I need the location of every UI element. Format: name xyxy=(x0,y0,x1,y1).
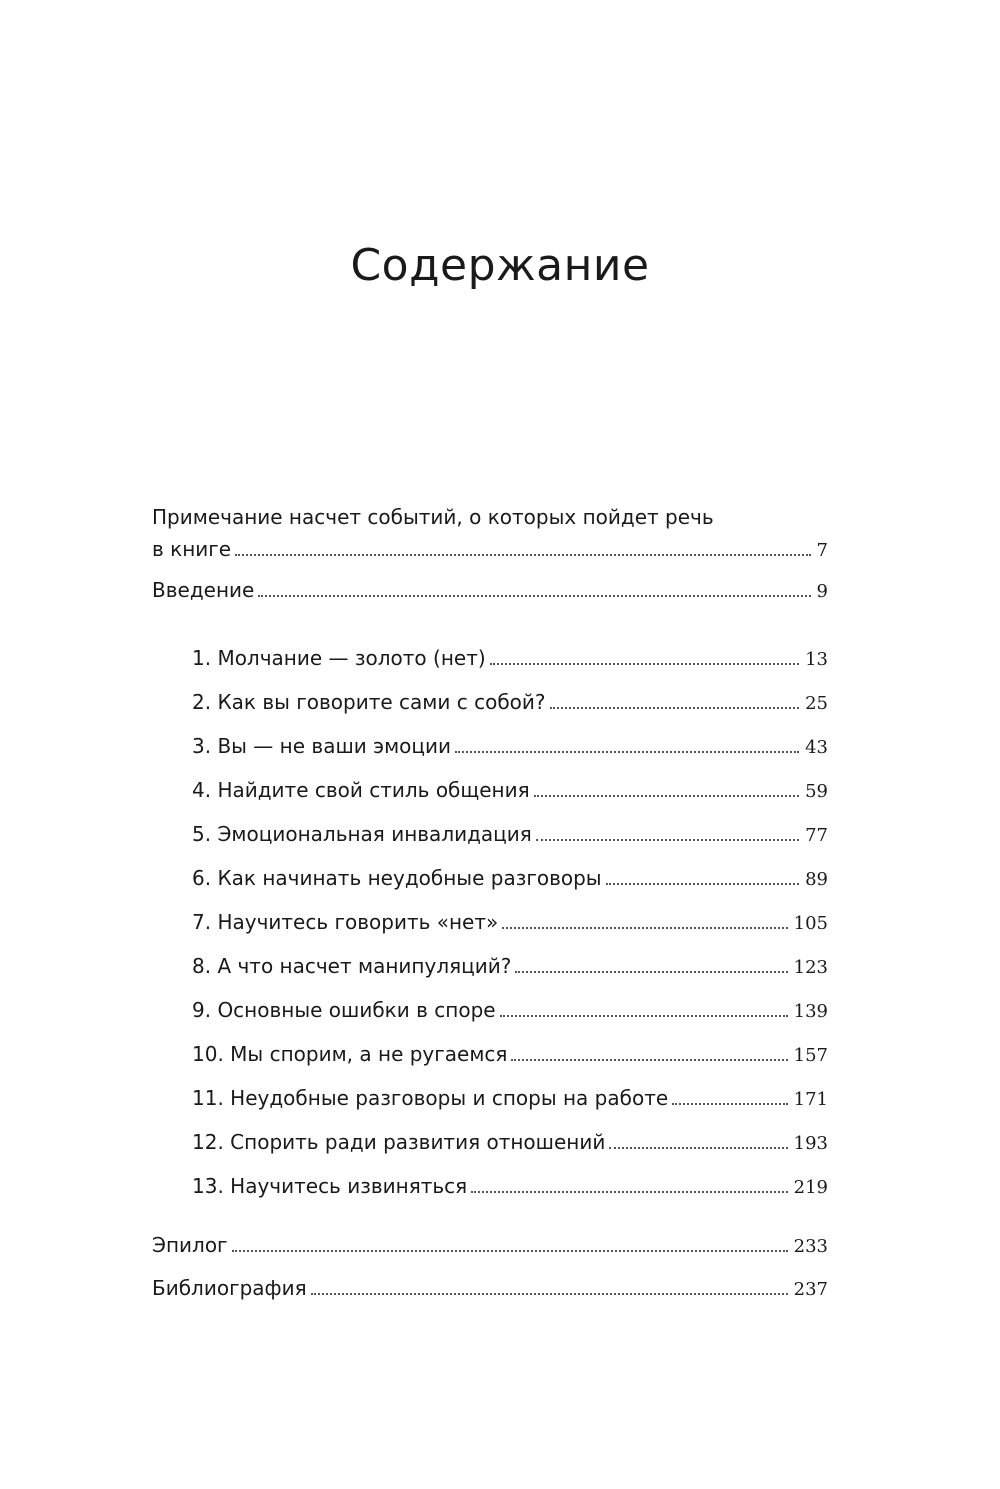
toc-page-number: 193 xyxy=(793,1133,828,1154)
toc-entry-introduction[interactable] xyxy=(152,578,828,602)
dot-leader xyxy=(515,970,787,973)
toc-entry-note-line1[interactable]: Примечание насчет событий, о которых пойдет речь xyxy=(152,505,714,529)
toc-entry-label: 4. Найдите свой стиль общения xyxy=(192,778,530,802)
toc-page-number: 43 xyxy=(805,737,828,758)
toc-entry-label: Введение xyxy=(152,578,255,602)
dot-leader xyxy=(455,750,799,753)
toc-entry-note[interactable] xyxy=(152,537,828,561)
toc-page-number: 123 xyxy=(793,957,828,978)
toc-entry-label: в книге xyxy=(152,537,232,561)
toc-page-number: 25 xyxy=(805,693,828,714)
page-title: Содержание xyxy=(350,240,650,291)
toc-entry-chapter-13[interactable] xyxy=(192,1174,828,1198)
toc-entry-chapter-1[interactable] xyxy=(192,646,828,670)
dot-leader xyxy=(232,1249,788,1252)
toc-page-number: 219 xyxy=(793,1177,828,1198)
dot-leader xyxy=(534,794,799,797)
toc-entry-chapter-9[interactable] xyxy=(192,998,828,1022)
toc-page-number: 237 xyxy=(793,1279,828,1300)
toc-entry-chapter-2[interactable] xyxy=(192,690,828,714)
toc-entry-label: 5. Эмоциональная инвалидация xyxy=(192,822,532,846)
toc-entry-label: 2. Как вы говорите сами с собой? xyxy=(192,690,546,714)
toc-entry-chapter-10[interactable] xyxy=(192,1042,828,1066)
toc-page-number: 77 xyxy=(805,825,828,846)
toc-entry-label: Эпилог xyxy=(152,1233,228,1257)
toc-page-number: 13 xyxy=(805,649,828,670)
toc-entry-chapter-5[interactable] xyxy=(192,822,828,846)
toc-entry-chapter-7[interactable] xyxy=(192,910,828,934)
toc-entry-label: 9. Основные ошибки в споре xyxy=(192,998,496,1022)
toc-page-number: 89 xyxy=(805,869,828,890)
dot-leader xyxy=(609,1146,787,1149)
toc-entry-chapter-4[interactable] xyxy=(192,778,828,802)
dot-leader xyxy=(258,594,810,597)
toc-entry-chapter-12[interactable] xyxy=(192,1130,828,1154)
toc-entry-chapter-8[interactable] xyxy=(192,954,828,978)
toc-entry-chapter-3[interactable] xyxy=(192,734,828,758)
dot-leader xyxy=(550,706,800,709)
toc-page-number: 9 xyxy=(816,581,828,602)
dot-leader xyxy=(500,1014,788,1017)
toc-page-number: 171 xyxy=(793,1089,828,1110)
toc-entry-label: 6. Как начинать неудобные разговоры xyxy=(192,866,602,890)
dot-leader xyxy=(606,882,800,885)
toc-entry-bibliography[interactable] xyxy=(152,1276,828,1300)
toc-entry-label: 1. Молчание — золото (нет) xyxy=(192,646,486,670)
dot-leader xyxy=(311,1292,788,1295)
dot-leader xyxy=(471,1190,787,1193)
toc-entry-chapter-6[interactable] xyxy=(192,866,828,890)
toc-entry-label: 10. Мы спорим, а не ругаемся xyxy=(192,1042,508,1066)
toc-page-number: 7 xyxy=(816,540,828,561)
toc-page-number: 139 xyxy=(793,1001,828,1022)
toc-entry-label: 11. Неудобные разговоры и споры на работе xyxy=(192,1086,669,1110)
dot-leader xyxy=(235,553,810,556)
toc-entry-label: 13. Научитесь извиняться xyxy=(192,1174,468,1198)
toc-entry-label: 3. Вы — не ваши эмоции xyxy=(192,734,452,758)
dot-leader xyxy=(536,838,799,841)
dot-leader xyxy=(672,1102,787,1105)
toc-entry-label: 12. Спорить ради развития отношений xyxy=(192,1130,606,1154)
toc-entry-chapter-11[interactable] xyxy=(192,1086,828,1110)
dot-leader xyxy=(511,1058,787,1061)
dot-leader xyxy=(490,662,799,665)
toc-entry-label: 7. Научитесь говорить «нет» xyxy=(192,910,499,934)
dot-leader xyxy=(502,926,787,929)
toc-page-number: 157 xyxy=(793,1045,828,1066)
toc-entry-epilogue[interactable] xyxy=(152,1233,828,1257)
toc-entry-label: Библиография xyxy=(152,1276,307,1300)
toc-page-number: 233 xyxy=(793,1236,828,1257)
toc-page-number: 105 xyxy=(793,913,828,934)
toc-entry-label: 8. А что насчет манипуляций? xyxy=(192,954,512,978)
toc-page-number: 59 xyxy=(805,781,828,802)
